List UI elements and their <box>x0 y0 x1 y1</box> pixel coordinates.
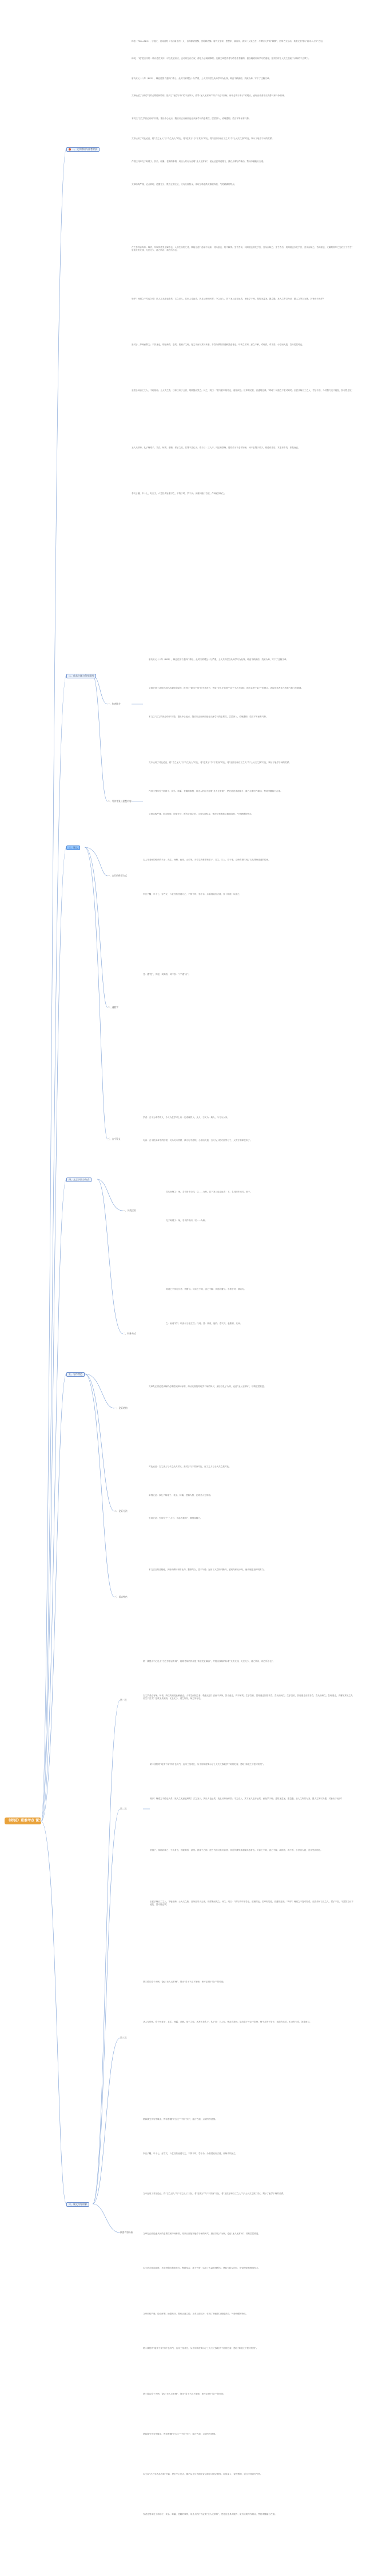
text-block-full-paragraph-4: 巫医乐师百工之人，不耻相师。士大夫之族，曰师曰弟子云者，则群聚而笑之。问之，则曰：“彼与彼年相若也，道相似也。位卑则足羞，官盛则近谀。”呜呼！师道之不复可知矣。巫医乐师百工之人，君子不齿，今其智乃反不能及，其可怪也欤！ <box>132 389 354 392</box>
text-block-explain-1: 第一段提出中心论点“古之学者必有师”，阐明老师的作用是“传道受业解惑”，并提出择师的标准“无贵无贱，无长无少，道之所存，师之所存也”。 <box>143 1660 275 1662</box>
branch-words[interactable]: 四、文言字词与句式 <box>66 1178 92 1182</box>
label-para-2[interactable]: 第二段 <box>120 1807 127 1810</box>
text-block-genre: 师说，“说”是古代的一种议论性文体，可以先叙后议，也可以先议后叙，都是为了阐明事理。这篇文章是作者写给学生李蟠的，借以阐明从师学习的道理，批判当时士大夫之族耻于从师的不良风气。 <box>132 57 311 60</box>
branch-text[interactable]: 三、课文 <box>66 846 80 850</box>
text-block-duoyi: 之：助词“的”；取消句子独立性；代词。其：代词，他的；语气词，表推测、反问。 <box>166 1322 242 1325</box>
label-gujin[interactable]: 三、古今异义 <box>108 1137 121 1140</box>
label-jushi[interactable]: 二、特殊句式 <box>123 1332 136 1335</box>
label-structure[interactable]: 一、论证结构 <box>114 1406 128 1409</box>
text-block-theme-3: 本文以“古之学者必有师”开篇，提出中心论点，随后从正反两面论证从师学习的必要性，层层深入，说理透彻，语言平易而有气势。 <box>149 716 268 718</box>
text-block-explain-7: 本文语言简洁凝练，多用骈偶句和排比句，整散结合，富于气势；运用了大量的判断句、感叹句和反问句，使说理更加鲜明有力。 <box>143 2267 260 2269</box>
label-author[interactable]: 一、作者简介 <box>108 702 121 705</box>
label-analysis[interactable]: 段落内容分析 <box>120 2231 133 2234</box>
branch-explanation[interactable]: 六、课文内容讲解 <box>66 2202 89 2207</box>
text-block-explain-12: 本文以“古之学者必有师”开篇，提出中心论点，随后从正反两面论证从师学习的必要性，层层深入，说理透彻，语言平易而有气势。 <box>143 2473 262 2475</box>
text-block-tongjia: 受：通“授”，传授。或师焉，或不焉：“不”通“否”。 <box>143 973 191 975</box>
text-block-method-2: 举例论证：以孔子师郯子、苌弘、师襄、老聃为例，证明圣人无常师。 <box>149 1494 213 1496</box>
text-block-gujin-2: 句读：古义指文章中的停顿，句为句末停顿，读为句中停顿。小学而大遗：古义为小的方面学习了，大的方面却放弃了。 <box>143 1139 252 1141</box>
text-block-explain-1b: 古之学者必有师。师者，所以传道受业解惑也。人非生而知之者，孰能无惑？惑而不从师，其为惑也，终不解矣。生乎吾前，其闻道也固先乎吾，吾从而师之；生乎吾后，其闻道也亦先乎吾，吾从而师之。吾师道也，夫庸知其年之先后生于吾乎？是故无贵无贱，无长无少，道之所存，师之所存也。 <box>143 1694 353 1700</box>
text-block-explain-4: 第四段交代写作缘由，赞扬李蟠“好古文”“不拘于时”，能行古道，点明写作意图。 <box>143 2118 217 2120</box>
label-para-3[interactable]: 第三段 <box>120 2036 127 2039</box>
branch-writing[interactable]: 五、写作特色 <box>66 1372 85 1377</box>
text-block-viewpoint: 文章论述了从师学习的必要性和原则，批判了“耻学于师”的不良风气，倡导“圣人无常师”“弟子不必不如师，师不必贤于弟子”的观点，表现出作者非凡的勇气和斗争精神。 <box>132 94 286 97</box>
text-block-huoyong-1: 吾从而师之：师，名词用作动词，以……为师。其下圣人也亦远矣：下，名词用作动词，低于。 <box>166 1191 252 1193</box>
text-block-full-paragraph-2: 嗟乎！师道之不传也久矣！欲人之无惑也难矣！古之圣人，其出人也远矣，犹且从师而问焉；今之众人，其下圣人也亦远矣，而耻学于师。是故圣益圣，愚益愚。圣人之所以为圣，愚人之所以为愚，其皆出于此乎？ <box>132 298 325 300</box>
text-block-full-paragraph-6: 李氏子蟠，年十七，好古文，六艺经传皆通习之，不拘于时，学于余。余嘉其能行古道，作师说以贻之。 <box>132 492 226 495</box>
text-block-background: 唐代贞元十八年（802），韩愈任国子监四门博士，此时门第观念十分严重，士大夫阶层以从师学习为耻辱，韩愈不顾流俗，抗颜为师，写下了这篇文章。 <box>132 77 272 80</box>
text-block-theme-1: 唐代贞元十八年（802），韩愈任国子监四门博士，此时门第观念十分严重，士大夫阶层以从师学习为耻辱，韩愈不顾流俗，抗颜为师，写下了这篇文章。 <box>149 658 289 661</box>
label-tongjia[interactable]: 二、通假字 <box>108 1006 118 1009</box>
branch-label: 一、文学常识与作者背景 <box>72 148 97 151</box>
text-block-huoyong-2: 孔子师郯子：师，名词作动词，以……为师。 <box>166 1219 207 1222</box>
branch-theme[interactable]: 二、作品主题与创作意图 <box>66 674 96 678</box>
text-block-explain-2c: 爱其子，择师而教之；于其身也，则耻师焉，惑矣。彼童子之师，授之书而习其句读者，非吾所谓传其道解其惑者也。句读之不知，惑之不解，或师焉，或不焉，小学而大遗，吾未见其明也。 <box>150 1849 323 1851</box>
text-block-full-paragraph-5: 圣人无常师。孔子师郯子、苌弘、师襄、老聃。郯子之徒，其贤不及孔子。孔子曰：三人行，则必有我师。是故弟子不必不如师，师不必贤于弟子，闻道有先后，术业有专攻，如是而已。 <box>132 447 300 449</box>
text-block-explain-3b: 圣人无常师。孔子师郯子、苌弘、师襄、老聃。郯子之徒，其贤不及孔子。孔子曰：三人行，则必有我师。是故弟子不必不如师，师不必贤于弟子，闻道有先后，术业有专攻，如是而已。 <box>143 2021 312 2023</box>
text-block-examples: 作者还列举孔子师郯子、苌弘、师襄、老聃的事例，用圣人的行为证明“圣人无常师”，使论证更具说服力，最后点明写作缘由，赞扬李蟠能行古道。 <box>132 160 265 163</box>
text-block-li-pan: 李氏子蟠，年十七，好古文，六艺经传皆通习之，不拘于时，学于余。余嘉其能行古道，作《师说》以贻之。 <box>143 893 242 895</box>
text-block-explain-10: 第三段以孔子为例，论证“圣人无常师”，得出“弟子不必不如师，师不必贤于弟子”的结论。 <box>143 2393 226 2395</box>
label-huoyong[interactable]: 一、词类活用 <box>123 1209 136 1212</box>
text-block-method-3: 引用论证：引用孔子“三人行，则必有我师”，增强说服力。 <box>149 1517 202 1519</box>
label-titles[interactable]: 一、古代的称谓方式 <box>108 874 128 877</box>
text-block-full-paragraph-1: 古之学者必有师。师者，所以传道受业解惑也。人非生而知之者，孰能无惑？惑而不从师，其为惑也，终不解矣。生乎吾前，其闻道也固先乎吾，吾从而师之；生乎吾后，其闻道也亦先乎吾，吾从而师之。吾师道也，夫庸知其年之先后生于吾乎？是故无贵无贱，无长无少，道之所存，师之所存也。 <box>132 246 354 252</box>
text-block-explain-9: 第二段批判“耻学于师”的不良风气，运用三组对比，从不同角度揭示了士大夫之族耻学于师的危害，感叹“师道之不复可知矣”。 <box>143 2347 258 2349</box>
label-language[interactable]: 三、语言特色 <box>114 1595 128 1598</box>
text-block-jushi: 师道之不传也久矣：判断句。句读之不知，惑之不解：宾语前置句。不拘于时：被动句。 <box>166 1288 246 1290</box>
text-block-language: 本文语言简洁凝练，多用骈偶句和排比句，整散结合，富于气势；运用了大量的判断句、感叹句和反问句，使说理更加鲜明有力。 <box>149 1568 266 1571</box>
text-block-style: 文章结构严谨，论点鲜明，论据充分，既有正面立论，又有反面驳斥，体现了韩愈散文雄健奔放、气势磅礴的特点。 <box>132 183 237 185</box>
text-block-titles: 古人对老师的称谓有夫子、先生、师傅、西席、山长等，对学生的称谓有弟子、门生、门人、学子等，这些称谓体现了古代尊师重道的传统。 <box>143 859 270 861</box>
text-block-theme-5: 作者还列举孔子师郯子、苌弘、师襄、老聃的事例，用圣人的行为证明“圣人无常师”，使论证更具说服力，最后点明写作缘由，赞扬李蟠能行古道。 <box>149 790 283 792</box>
label-para-1[interactable]: 第一段 <box>120 1698 127 1701</box>
text-block-contrast: 文中运用了对比论证，将“古之圣人”与“今之众人”对比，将“爱其子”与“于其身”对比，将“巫医乐师百工之人”与“士大夫之族”对比，揭示了耻学于师的荒谬。 <box>132 137 274 140</box>
text-block-explain-2b: 嗟乎！师道之不传也久矣！欲人之无惑也难矣！古之圣人，其出人也远矣，犹且从师而问焉；今之众人，其下圣人也亦远矣，而耻学于师。是故圣益圣，愚益愚。圣人之所以为圣，愚人之所以为愚，其皆出于此乎？ <box>150 1797 343 1800</box>
text-block-explain-5: 文中运用了对比论证，将“古之圣人”与“今之众人”对比，将“爱其子”与“于其身”对比，将“巫医乐师百工之人”与“士大夫之族”对比，揭示了耻学于师的荒谬。 <box>143 2192 285 2195</box>
text-block-explain-3: 第三段以孔子为例，论证“圣人无常师”，得出“弟子不必不如师，师不必贤于弟子”的结论。 <box>143 1981 226 1983</box>
text-block-explain-6: 文章先正面论述从师的必要性和择师标准，再从反面批判耻学于师的风气，最后以孔子为例，论证“圣人无常师”，结构层层推进。 <box>143 2233 260 2235</box>
text-block-explain-2d: 巫医乐师百工之人，不耻相师。士大夫之族，曰师曰弟子云者，则群聚而笑之。问之，则曰：“彼与彼年相若也，道相似也。位卑则足羞，官盛则近谀。”呜呼！师道之不复可知矣。巫医乐师百工之人，君子不齿，今其智乃反不能及，其可怪也欤！ <box>150 1901 353 1906</box>
text-block-theme-6: 文章结构严谨，论点鲜明，论据充分，既有正面立论，又有反面驳斥，体现了韩愈散文雄健奔放、气势磅礴的特点。 <box>149 813 254 815</box>
text-block-method-1: 对比论证：古之圣人与今之众人对比，爱其子与于其身对比，百工之人与士大夫之族对比。 <box>149 1465 231 1468</box>
text-block-theme-2: 文章论述了从师学习的必要性和原则，批判了“耻学于师”的不良风气，倡导“圣人无常师”“弟子不必不如师，师不必贤于弟子”的观点，表现出作者非凡的勇气和斗争精神。 <box>149 687 303 689</box>
text-block-explain-4b: 李氏子蟠，年十七，好古文，六艺经传皆通习之，不拘于时，学于余。余嘉其能行古道，作师说以贻之。 <box>143 2152 238 2155</box>
text-block-theme-4: 文中运用了对比论证，将“古之圣人”与“今之众人”对比，将“爱其子”与“于其身”对比，将“巫医乐师百工之人”与“士大夫之族”对比，揭示了耻学于师的荒谬。 <box>149 761 291 764</box>
text-block-explain-13: 作者还列举孔子师郯子、苌弘、师襄、老聃的事例，用圣人的行为证明“圣人无常师”，使论证更具说服力，最后点明写作缘由，赞扬李蟠能行古道。 <box>143 2513 277 2515</box>
text-block-gujin-1: 学者：古义为求学的人，今义为在学术上有一定成就的人。众人：古义为一般人，今义为大家。 <box>143 1116 229 1119</box>
label-methods[interactable]: 二、论证方法 <box>114 1510 128 1512</box>
text-block-explain-11: 第四段交代写作缘由，赞扬李蟠“好古文”“不拘于时”，能行古道，点明写作意图。 <box>143 2433 217 2435</box>
text-block-structure: 文章先正面论述从师的必要性和择师标准，再从反面批判耻学于师的风气，最后以孔子为例，论证“圣人无常师”，结构层层推进。 <box>149 1385 266 1388</box>
text-block-explain-2: 第二段批判“耻学于师”的不良风气，运用三组对比，从不同角度揭示了士大夫之族耻学于师的危害，感叹“师道之不复可知矣”。 <box>150 1763 265 1765</box>
text-block-author-intro: 韩愈（768—824），字退之，河南河阳（今河南孟州）人，自称郡望昌黎，世称韩昌黎。唐代文学家、思想家、政治家，唐宋八大家之首，与柳宗元并称“韩柳”，倡导古文运动，其散文被列为“唐宋八大家”之冠。 <box>132 40 325 42</box>
text-block-structure-summary: 本文以“古之学者必有师”开篇，提出中心论点，随后从正反两面论证从师学习的必要性，层层深入，说理透彻，语言平易而有气势。 <box>132 117 251 120</box>
root-topic[interactable]: 《师说》重难考点 课文与知识 <box>5 1818 41 1824</box>
branch-literary-background[interactable] <box>66 147 100 152</box>
label-background[interactable]: 二、写作背景与思想内容 <box>108 800 132 803</box>
text-block-explain-8: 文章结构严谨，论点鲜明，论据充分，既有正面立论，又有反面驳斥，体现了韩愈散文雄健奔放、气势磅礴的特点。 <box>143 2313 248 2315</box>
text-block-full-paragraph-3: 爱其子，择师而教之；于其身也，则耻师焉，惑矣。彼童子之师，授之书而习其句读者，非吾所谓传其道解其惑者也。句读之不知，惑之不解，或师焉，或不焉，小学而大遗，吾未见其明也。 <box>132 343 304 346</box>
priority-marker-icon <box>69 148 71 151</box>
